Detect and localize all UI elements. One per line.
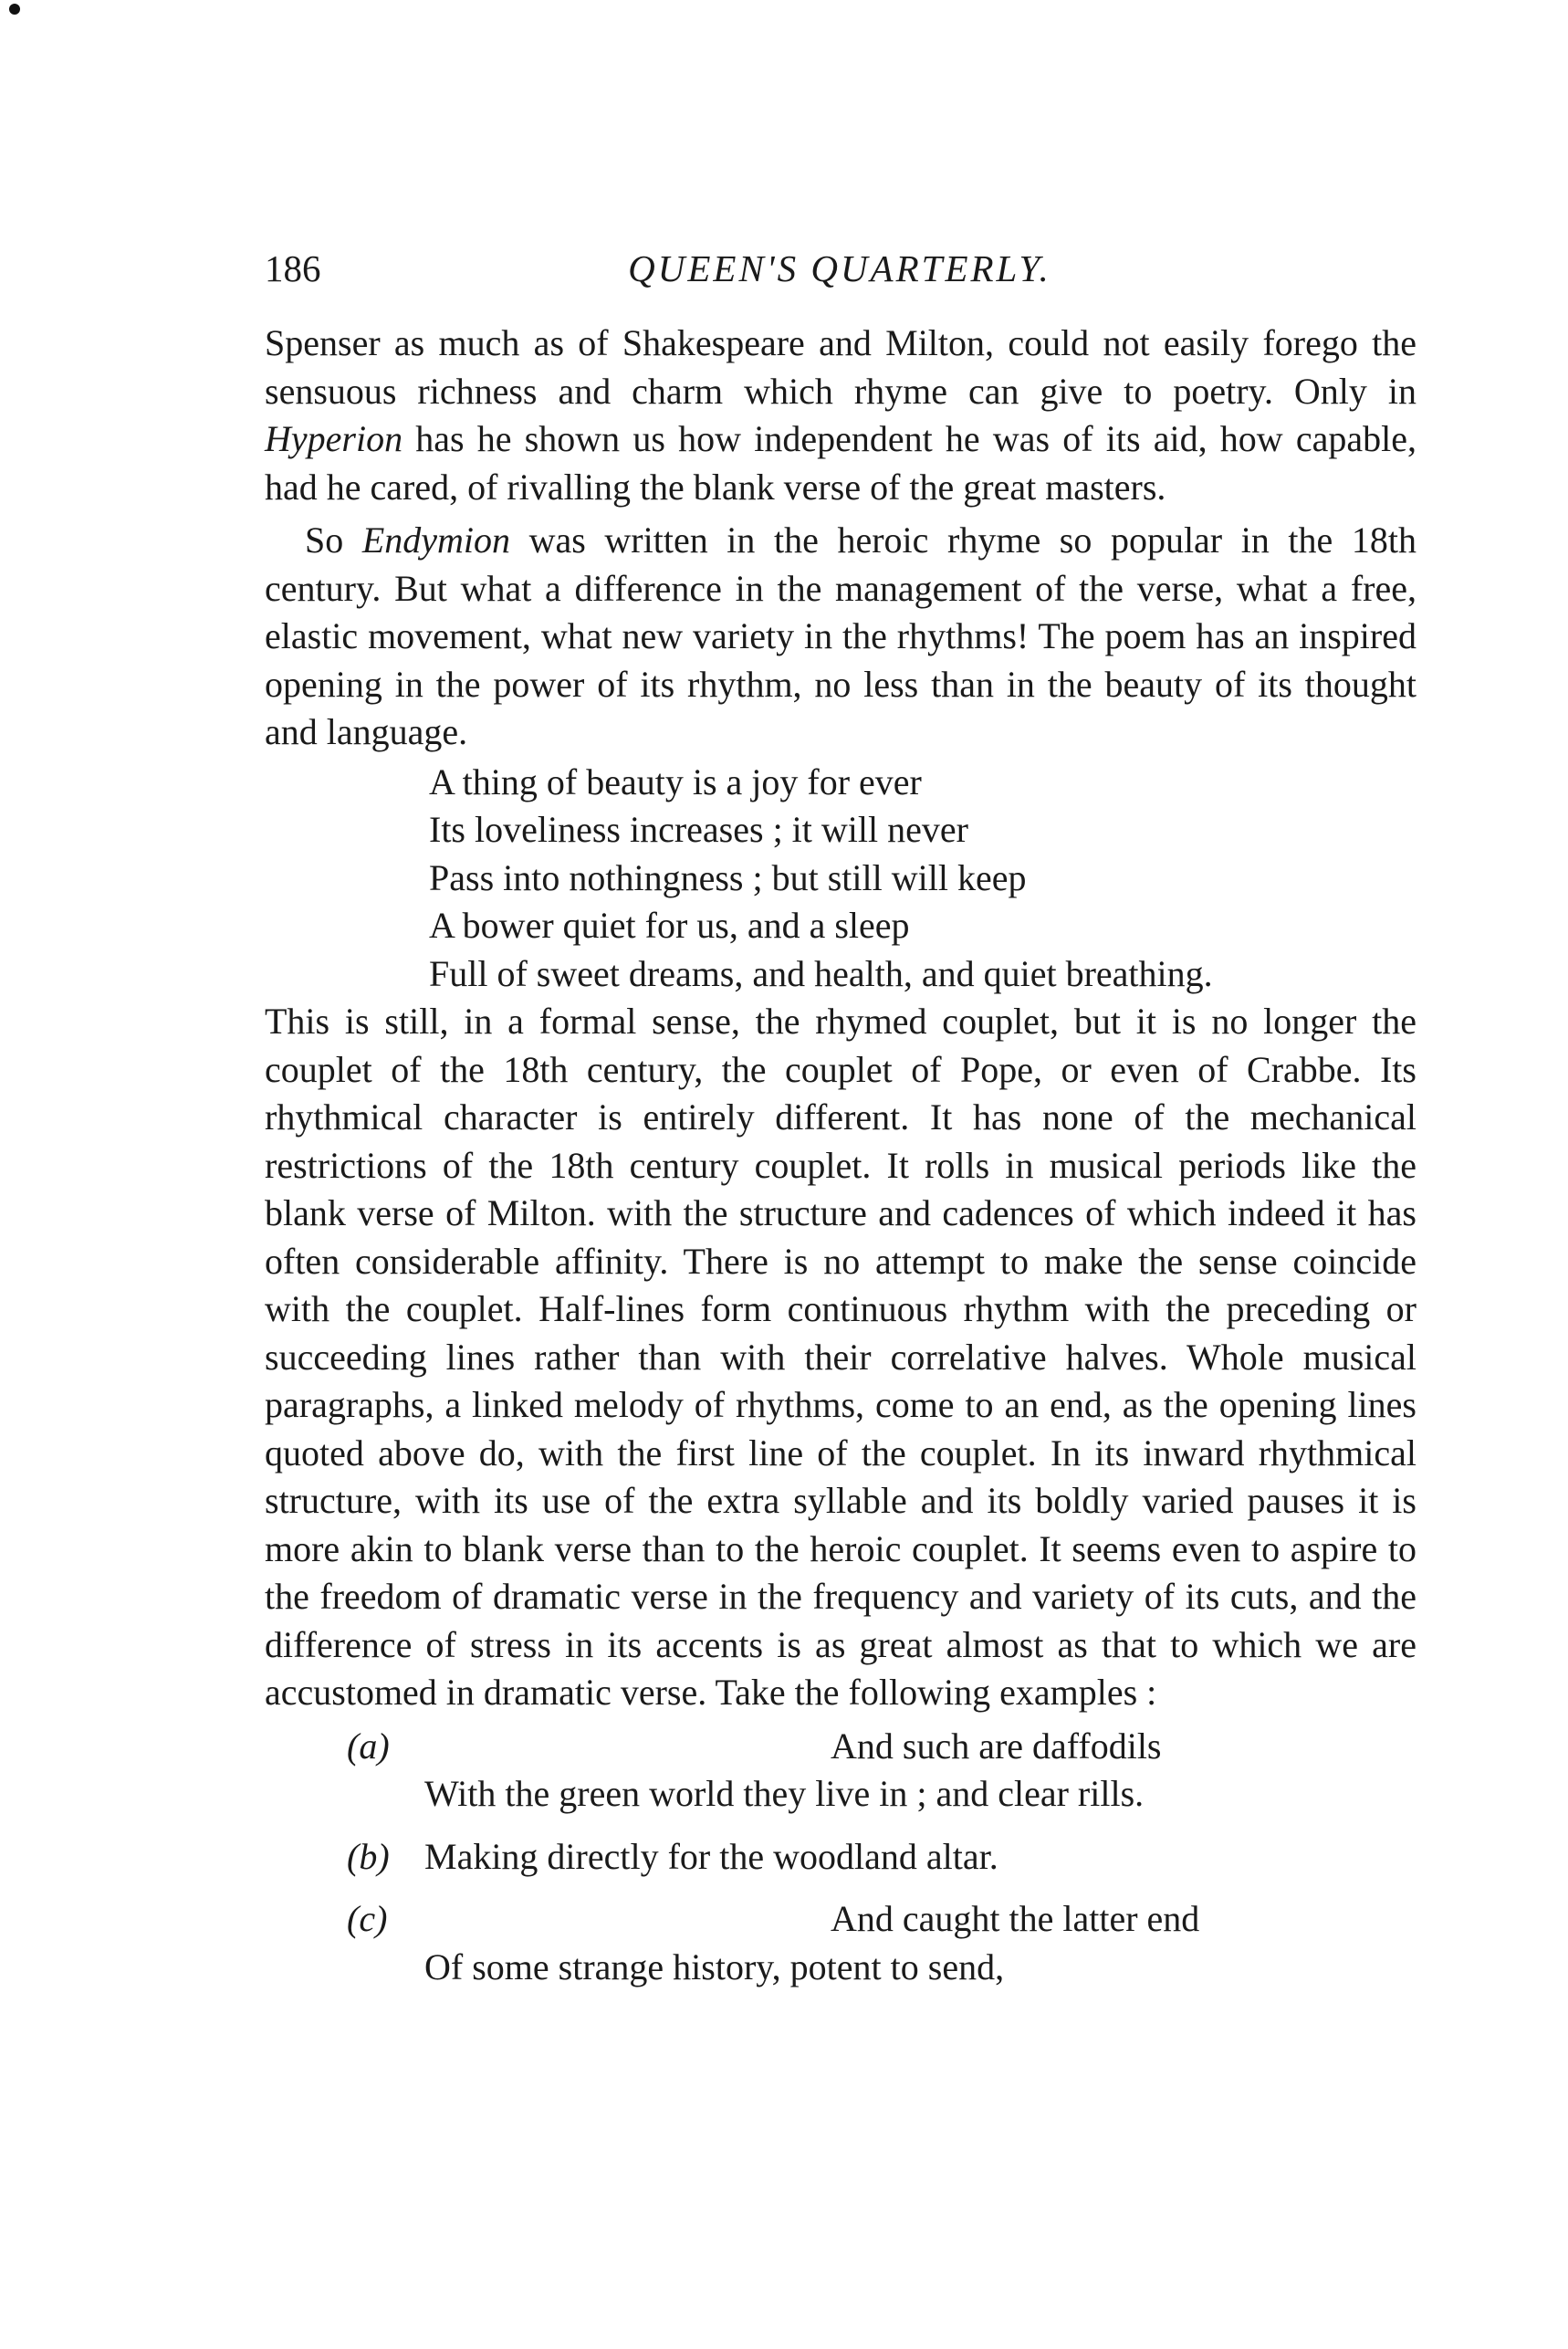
example-line: Of some strange history, potent to send, <box>424 1945 1005 1987</box>
ink-dot <box>9 4 20 15</box>
paragraph-1-text-a: Spenser as much as of Shakespeare and Milton, could not easily forego the sensuous richness and charm which rhyme can give to poetry. Only in <box>265 322 1416 412</box>
example-label: (b) <box>347 1835 390 1877</box>
verse-line: A thing of beauty is a joy for ever <box>429 760 922 802</box>
verse-line: A bower quiet for us, and a sleep <box>429 905 910 946</box>
paragraph-1 <box>265 320 1416 511</box>
example-line: With the green world they live in ; and clear rills. <box>424 1773 1145 1814</box>
verse-line: Its loveliness increases ; it will never <box>429 809 968 850</box>
example-label: (a) <box>347 1725 390 1767</box>
paragraph-2-text-a: So <box>305 519 362 561</box>
page-number: 186 <box>265 247 321 289</box>
page-header <box>265 246 1415 301</box>
example-line: Making directly for the woodland altar. <box>424 1835 998 1877</box>
example-line: And caught the latter end <box>831 1898 1200 1939</box>
paragraph-3: This is still, in a formal sense, the rhymed couplet, but it is no longer the couplet of the 18th century, the couplet of Pope, or even of Crabbe. Its rhythmical character is entirely different. It has none of the mechanical restrictions of the 18th century couplet. It rolls in musical periods like the blank verse of Milton. with the structure and cadences of which indeed it has often considerable affinity. There is no attempt to make the sense coincide with the couplet. Half-lines form continuous rhythm with the preceding or succeeding lines rather than with their correlative halves. Whole musical paragraphs, a linked melody of rhythms, come to an end, as the opening lines quoted above do, with the first line of the couplet. In its inward rhythmical structure, with its use of the extra syllable and its boldly varied pauses it is more akin to blank verse than to the heroic couplet. It seems even to aspire to the freedom of dramatic verse in the frequency and variety of its cuts, and the difference of stress in its accents is as great almost as that to which we are accustomed in dramatic verse. Take the following examples : <box>265 1001 1416 1713</box>
example-line: And such are daffodils <box>831 1725 1162 1767</box>
example-label: (c) <box>347 1898 388 1939</box>
verse-quote <box>429 759 1416 999</box>
verse-line: Pass into nothingness ; but still will keep <box>429 856 1027 898</box>
example-c <box>265 1895 1416 1991</box>
title-hyperion: Hyperion <box>265 418 403 459</box>
verse-line: Full of sweet dreams, and health, and quiet breathing. <box>429 952 1213 994</box>
example-a <box>265 1723 1416 1819</box>
body-text <box>265 320 1416 1991</box>
paragraph-2-text-b: was written in the heroic rhyme so popular in the 18th century. But what a difference in the management of the verse, what a free, elastic movement, what new variety in the rhythms! The poem has an inspired opening in the power of its rhythm, no less than in the beauty of its thought and language. <box>265 519 1416 752</box>
example-b <box>265 1833 1416 1882</box>
running-title: QUEEN'S QUARTERLY. <box>628 247 1051 289</box>
paragraph-2 <box>265 517 1416 757</box>
paragraph-1-text-b: has he shown us how independent he was of its aid, how capable, had he cared, of rivalling the blank verse of the great masters. <box>265 418 1416 508</box>
title-endymion: Endymion <box>361 519 511 561</box>
